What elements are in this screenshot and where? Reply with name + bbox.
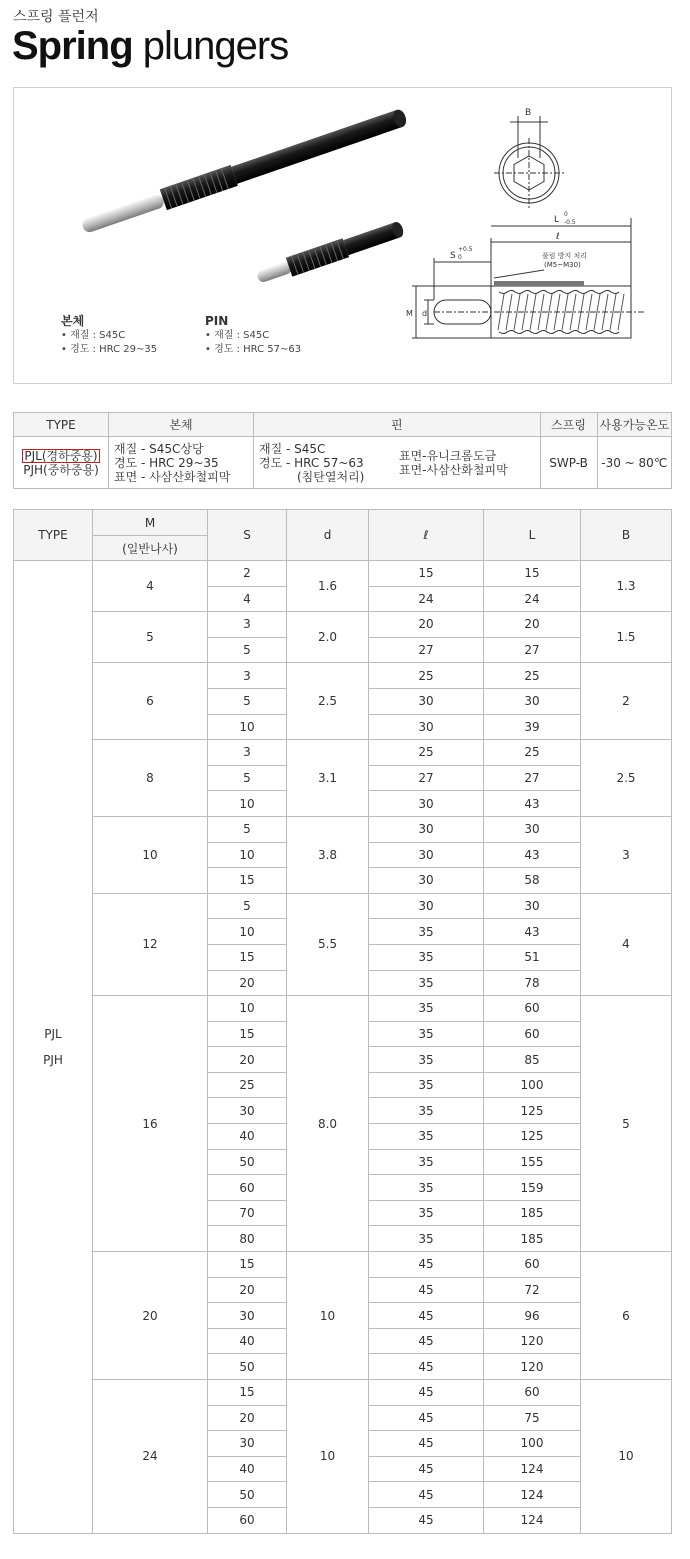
- dim-header-s: S: [208, 510, 287, 561]
- body-spec-heading: 본체: [61, 314, 85, 328]
- s-cell: 20: [208, 1405, 287, 1431]
- technical-drawing: [394, 98, 664, 368]
- side-view-drawing: [412, 218, 644, 338]
- l-cell: 45: [369, 1456, 484, 1482]
- L-cell: 27: [484, 765, 581, 791]
- s-cell: 15: [208, 1252, 287, 1278]
- l-cell: 45: [369, 1328, 484, 1354]
- body-spec: [61, 314, 157, 357]
- table-row: [14, 893, 672, 919]
- s-cell: 50: [208, 1149, 287, 1175]
- l-cell: 27: [369, 765, 484, 791]
- L-cell: 155: [484, 1149, 581, 1175]
- table-row: [14, 612, 672, 638]
- table-row: [14, 996, 672, 1022]
- pin-spec: [205, 314, 301, 357]
- pin-spec-material: • 재질 : S45C: [205, 330, 270, 341]
- table-row: [14, 561, 672, 587]
- L-cell: 159: [484, 1175, 581, 1201]
- s-cell: 5: [208, 688, 287, 714]
- d-cell: 3.1: [287, 740, 369, 817]
- l-cell: 45: [369, 1303, 484, 1329]
- L-cell: 120: [484, 1354, 581, 1380]
- s-cell: 5: [208, 893, 287, 919]
- end-view-drawing: [494, 116, 564, 208]
- d-cell: 5.5: [287, 893, 369, 995]
- l-cell: 35: [369, 996, 484, 1022]
- table-row: [14, 816, 672, 842]
- drawing-label-m: M: [406, 309, 413, 318]
- d-cell: 10: [287, 1380, 369, 1534]
- L-cell: 85: [484, 1047, 581, 1073]
- L-cell: 100: [484, 1072, 581, 1098]
- b-cell: 1.5: [581, 612, 672, 663]
- L-cell: 43: [484, 791, 581, 817]
- s-cell: 4: [208, 586, 287, 612]
- l-cell: 35: [369, 944, 484, 970]
- L-cell: 124: [484, 1507, 581, 1533]
- s-cell: 50: [208, 1354, 287, 1380]
- drawing-label-s: S: [450, 251, 456, 261]
- body-spec-hardness: • 경도 : HRC 29~35: [61, 344, 158, 355]
- L-cell: 60: [484, 996, 581, 1022]
- m-cell: 6: [93, 663, 208, 740]
- l-cell: 25: [369, 740, 484, 766]
- L-cell: 60: [484, 1021, 581, 1047]
- l-cell: 20: [369, 612, 484, 638]
- L-cell: 30: [484, 688, 581, 714]
- s-cell: 60: [208, 1175, 287, 1201]
- l-cell: 45: [369, 1277, 484, 1303]
- b-cell: 4: [581, 893, 672, 995]
- drawing-label-d: d: [422, 309, 428, 318]
- s-cell: 15: [208, 944, 287, 970]
- mat-header-type: TYPE: [14, 413, 109, 437]
- table-row: [14, 740, 672, 766]
- dim-header-m: M: [93, 510, 208, 536]
- m-cell: 10: [93, 816, 208, 893]
- body-spec-material: • 재질 : S45C: [61, 330, 126, 341]
- mat-cell-body: [109, 437, 254, 489]
- s-cell: 15: [208, 1380, 287, 1406]
- mat-header-temp: 사용가능온도: [597, 413, 671, 437]
- s-cell: 3: [208, 612, 287, 638]
- dim-header-L: L: [484, 510, 581, 561]
- L-cell: 24: [484, 586, 581, 612]
- L-cell: 100: [484, 1431, 581, 1457]
- drawing-label-L-tol-upper: 0: [564, 211, 568, 218]
- mat-cell-pin-b: [394, 437, 540, 489]
- pin-spec-hardness: • 경도 : HRC 57~63: [205, 344, 302, 355]
- L-cell: 27: [484, 637, 581, 663]
- s-cell: 20: [208, 970, 287, 996]
- L-cell: 78: [484, 970, 581, 996]
- b-cell: 10: [581, 1380, 672, 1534]
- l-cell: 24: [369, 586, 484, 612]
- l-cell: 35: [369, 1098, 484, 1124]
- s-cell: 60: [208, 1507, 287, 1533]
- l-cell: 45: [369, 1482, 484, 1508]
- page-subtitle: 스프링 플런저: [13, 9, 99, 25]
- drawing-label-L: L: [554, 215, 560, 225]
- s-cell: 3: [208, 663, 287, 689]
- dim-header-type: TYPE: [14, 510, 93, 561]
- material-table: [13, 412, 672, 489]
- L-cell: 51: [484, 944, 581, 970]
- dim-header-m-sub: (일반나사): [93, 536, 208, 561]
- L-cell: 43: [484, 842, 581, 868]
- L-cell: 20: [484, 612, 581, 638]
- product-figure: [13, 87, 672, 384]
- l-cell: 45: [369, 1431, 484, 1457]
- type-value: PJL: [44, 1026, 62, 1041]
- m-cell: 24: [93, 1380, 208, 1534]
- l-cell: 30: [369, 714, 484, 740]
- type-pjl-highlight: PJL(경하중용): [24, 448, 98, 463]
- d-cell: 10: [287, 1252, 369, 1380]
- s-cell: 10: [208, 842, 287, 868]
- L-cell: 30: [484, 816, 581, 842]
- m-cell: 5: [93, 612, 208, 663]
- L-cell: 15: [484, 561, 581, 587]
- l-cell: 35: [369, 1175, 484, 1201]
- L-cell: 125: [484, 1124, 581, 1150]
- pin-line: 표면-유니크롬도금: [399, 448, 497, 463]
- L-cell: 25: [484, 740, 581, 766]
- m-cell: 4: [93, 561, 208, 612]
- L-cell: 124: [484, 1482, 581, 1508]
- s-cell: 10: [208, 791, 287, 817]
- body-line: 경도 - HRC 29~35: [114, 455, 219, 470]
- l-cell: 30: [369, 893, 484, 919]
- s-cell: 15: [208, 868, 287, 894]
- L-cell: 185: [484, 1226, 581, 1252]
- drawing-label-s-tol-lower: 0: [458, 254, 462, 261]
- mat-cell-pin-a: [254, 437, 395, 489]
- mat-cell-temp: -30 ~ 80℃: [597, 437, 671, 489]
- L-cell: 124: [484, 1456, 581, 1482]
- body-line: 재질 - S45C상당: [114, 441, 204, 456]
- s-cell: 5: [208, 816, 287, 842]
- page-title: [12, 24, 288, 69]
- L-cell: 60: [484, 1252, 581, 1278]
- dim-header-d: d: [287, 510, 369, 561]
- large-plunger-image: [79, 106, 409, 238]
- mat-header-pin: 핀: [254, 413, 541, 437]
- pin-line: (침탄열처리): [297, 469, 365, 484]
- mat-cell-type: [14, 437, 109, 489]
- l-cell: 35: [369, 1124, 484, 1150]
- dim-header-b: B: [581, 510, 672, 561]
- s-cell: 20: [208, 1047, 287, 1073]
- s-cell: 10: [208, 919, 287, 945]
- s-cell: 30: [208, 1098, 287, 1124]
- small-plunger-image: [255, 219, 406, 288]
- l-cell: 35: [369, 1149, 484, 1175]
- pin-line: 경도 - HRC 57~63: [259, 455, 364, 470]
- m-cell: 16: [93, 996, 208, 1252]
- s-cell: 25: [208, 1072, 287, 1098]
- m-cell: 8: [93, 740, 208, 817]
- l-cell: 35: [369, 919, 484, 945]
- L-cell: 120: [484, 1328, 581, 1354]
- type-cell: [14, 561, 93, 1534]
- b-cell: 2.5: [581, 740, 672, 817]
- drawing-note-line2: (M5~M30): [544, 261, 581, 269]
- drawing-label-l: ℓ: [556, 232, 560, 242]
- b-cell: 2: [581, 663, 672, 740]
- s-cell: 30: [208, 1431, 287, 1457]
- L-cell: 60: [484, 1380, 581, 1406]
- L-cell: 39: [484, 714, 581, 740]
- b-cell: 1.3: [581, 561, 672, 612]
- s-cell: 40: [208, 1124, 287, 1150]
- s-cell: 5: [208, 637, 287, 663]
- s-cell: 80: [208, 1226, 287, 1252]
- L-cell: 25: [484, 663, 581, 689]
- b-cell: 6: [581, 1252, 672, 1380]
- d-cell: 3.8: [287, 816, 369, 893]
- s-cell: 70: [208, 1200, 287, 1226]
- l-cell: 35: [369, 1021, 484, 1047]
- l-cell: 35: [369, 970, 484, 996]
- l-cell: 30: [369, 816, 484, 842]
- l-cell: 35: [369, 1072, 484, 1098]
- l-cell: 30: [369, 842, 484, 868]
- l-cell: 45: [369, 1405, 484, 1431]
- mat-cell-spring: SWP-B: [540, 437, 597, 489]
- l-cell: 35: [369, 1047, 484, 1073]
- mat-header-body: 본체: [109, 413, 254, 437]
- drawing-label-s-tol-upper: +0.5: [458, 246, 473, 253]
- drawing-label-L-tol-lower: -0.5: [564, 219, 576, 226]
- L-cell: 75: [484, 1405, 581, 1431]
- body-line: 표면 - 사삼산화철피막: [114, 469, 231, 484]
- l-cell: 35: [369, 1226, 484, 1252]
- d-cell: 8.0: [287, 996, 369, 1252]
- l-cell: 30: [369, 868, 484, 894]
- l-cell: 45: [369, 1380, 484, 1406]
- table-row: [14, 663, 672, 689]
- s-cell: 40: [208, 1328, 287, 1354]
- drawing-label-b: B: [525, 108, 532, 118]
- b-cell: 5: [581, 996, 672, 1252]
- pin-line: 표면-사삼산화철피막: [399, 462, 508, 477]
- L-cell: 30: [484, 893, 581, 919]
- dim-header-l: ℓ: [369, 510, 484, 561]
- m-cell: 20: [93, 1252, 208, 1380]
- L-cell: 96: [484, 1303, 581, 1329]
- s-cell: 10: [208, 714, 287, 740]
- type-value: PJH: [43, 1052, 63, 1067]
- l-cell: 27: [369, 637, 484, 663]
- l-cell: 45: [369, 1354, 484, 1380]
- title-bold: Spring: [12, 24, 133, 68]
- s-cell: 40: [208, 1456, 287, 1482]
- m-cell: 12: [93, 893, 208, 995]
- s-cell: 30: [208, 1303, 287, 1329]
- dimension-table: [13, 509, 672, 1534]
- l-cell: 45: [369, 1507, 484, 1533]
- l-cell: 45: [369, 1252, 484, 1278]
- pin-line: 재질 - S45C: [259, 441, 326, 456]
- d-cell: 1.6: [287, 561, 369, 612]
- s-cell: 5: [208, 765, 287, 791]
- l-cell: 30: [369, 791, 484, 817]
- s-cell: 50: [208, 1482, 287, 1508]
- d-cell: 2.0: [287, 612, 369, 663]
- dimension-table-body: [14, 561, 672, 1534]
- s-cell: 10: [208, 996, 287, 1022]
- L-cell: 185: [484, 1200, 581, 1226]
- L-cell: 43: [484, 919, 581, 945]
- table-row: [14, 1380, 672, 1406]
- l-cell: 35: [369, 1200, 484, 1226]
- l-cell: 30: [369, 688, 484, 714]
- d-cell: 2.5: [287, 663, 369, 740]
- l-cell: 25: [369, 663, 484, 689]
- mat-header-spring: 스프링: [540, 413, 597, 437]
- s-cell: 2: [208, 561, 287, 587]
- title-light: plungers: [142, 24, 289, 68]
- L-cell: 58: [484, 868, 581, 894]
- l-cell: 15: [369, 561, 484, 587]
- s-cell: 3: [208, 740, 287, 766]
- table-row: [14, 1252, 672, 1278]
- s-cell: 15: [208, 1021, 287, 1047]
- b-cell: 3: [581, 816, 672, 893]
- drawing-note-line1: 풀림 방지 처리: [542, 252, 588, 260]
- pin-spec-heading: PIN: [205, 314, 229, 328]
- L-cell: 125: [484, 1098, 581, 1124]
- L-cell: 72: [484, 1277, 581, 1303]
- s-cell: 20: [208, 1277, 287, 1303]
- type-pjh: PJH(중하중용): [23, 462, 99, 477]
